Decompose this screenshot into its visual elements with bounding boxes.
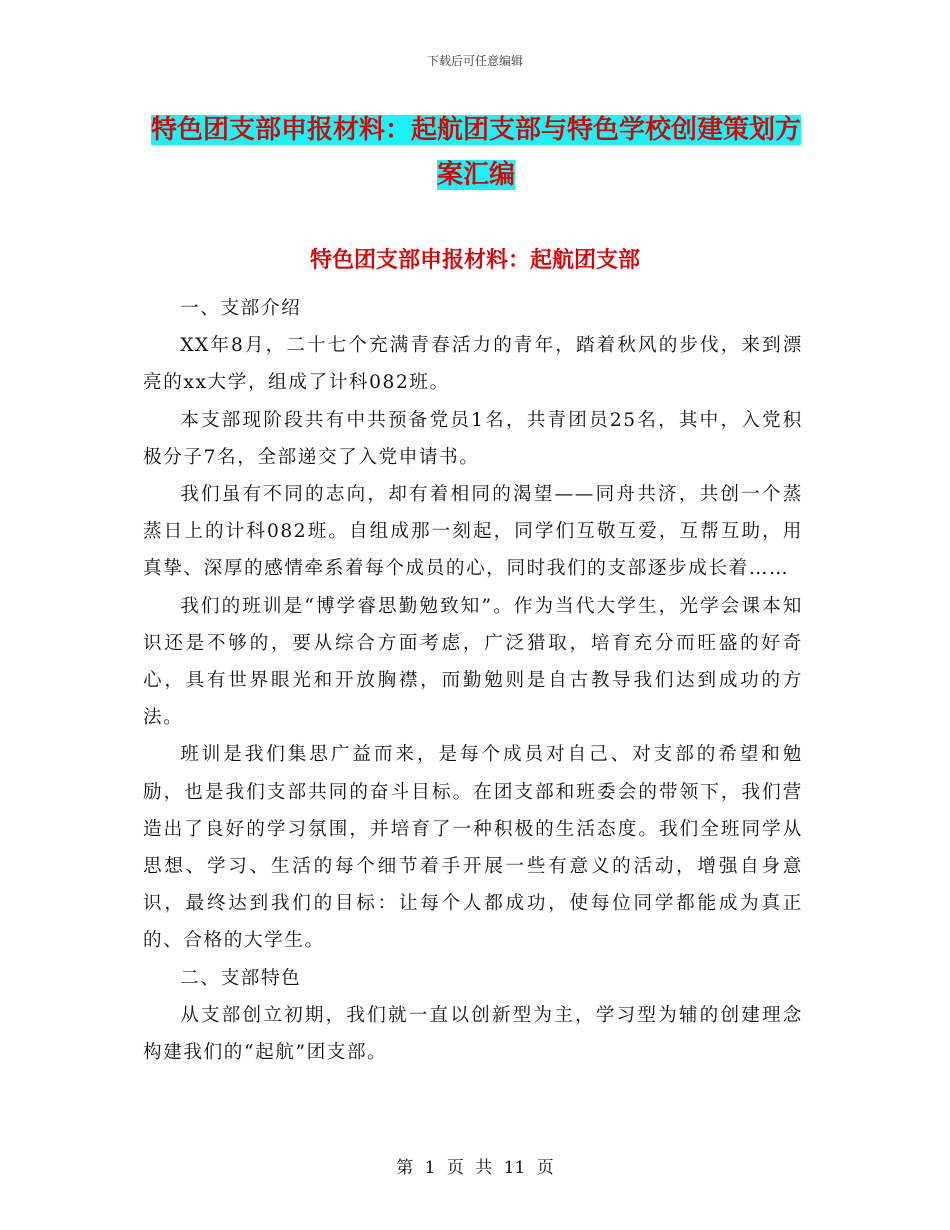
paragraph: 我们的班训是“博学睿思勤勉致知”。作为当代大学生，光学会课本知识还是不够的，要从综合方面考虑，广泛猎取，培育充分而旺盛的好奇心，具有世界眼光和开放胸襟，而勤勉则是自古教导我们达到成功的方法。 — [143, 595, 803, 729]
header-note: 下载后可任意编辑 — [426, 54, 523, 68]
document-title-text: 特色团支部申报材料：起航团支部与特色学校创建策划方案汇编 — [150, 115, 801, 190]
paragraph: 二、支部特色 — [180, 967, 302, 989]
paragraph: 从支部创立初期，我们就一直以创新型为主，学习型为辅的创建理念构建我们的“起航”团支部。 — [143, 1004, 803, 1064]
paragraph: 一、支部介绍 — [180, 298, 302, 319]
paragraph: 我们虽有不同的志向，却有着相同的渴望——同舟共济，共创一个蒸蒸日上的计科082班。自组成那一刻起，同学们互敬互爱，互帮互助，用真挚、深厚的感情牵系着每个成员的心，同时我们的支部逐步成长着…… — [143, 484, 803, 580]
document-body — [143, 290, 803, 1071]
document-title — [140, 108, 812, 198]
paragraph: 班训是我们集思广益而来，是每个成员对自己、对支部的希望和勉励，也是我们支部共同的奋斗目标。在团支部和班委会的带领下，我们营造出了良好的学习氛围，并培育了一种积极的生活态度。我们全班同学从思想、学习、生活的每个细节着手开展一些有意义的活动，增强自身意识，最终达到我们的目标：让每个人都成功，使每位同学都能成为真正的、合格的大学生。 — [143, 744, 803, 952]
page-footer: 第 1 页 共 11 页 — [396, 1158, 554, 1178]
paragraph: 本支部现阶段共有中共预备党员1名，共青团员25名，其中，入党积极分子7名，全部递交了入党申请书。 — [143, 409, 803, 468]
section-title: 特色团支部申报材料：起航团支部 — [309, 248, 640, 273]
paragraph: XX年8月，二十七个充满青春活力的青年，踏着秋风的步伐，来到漂亮的xx大学，组成了计科082班。 — [143, 335, 803, 394]
